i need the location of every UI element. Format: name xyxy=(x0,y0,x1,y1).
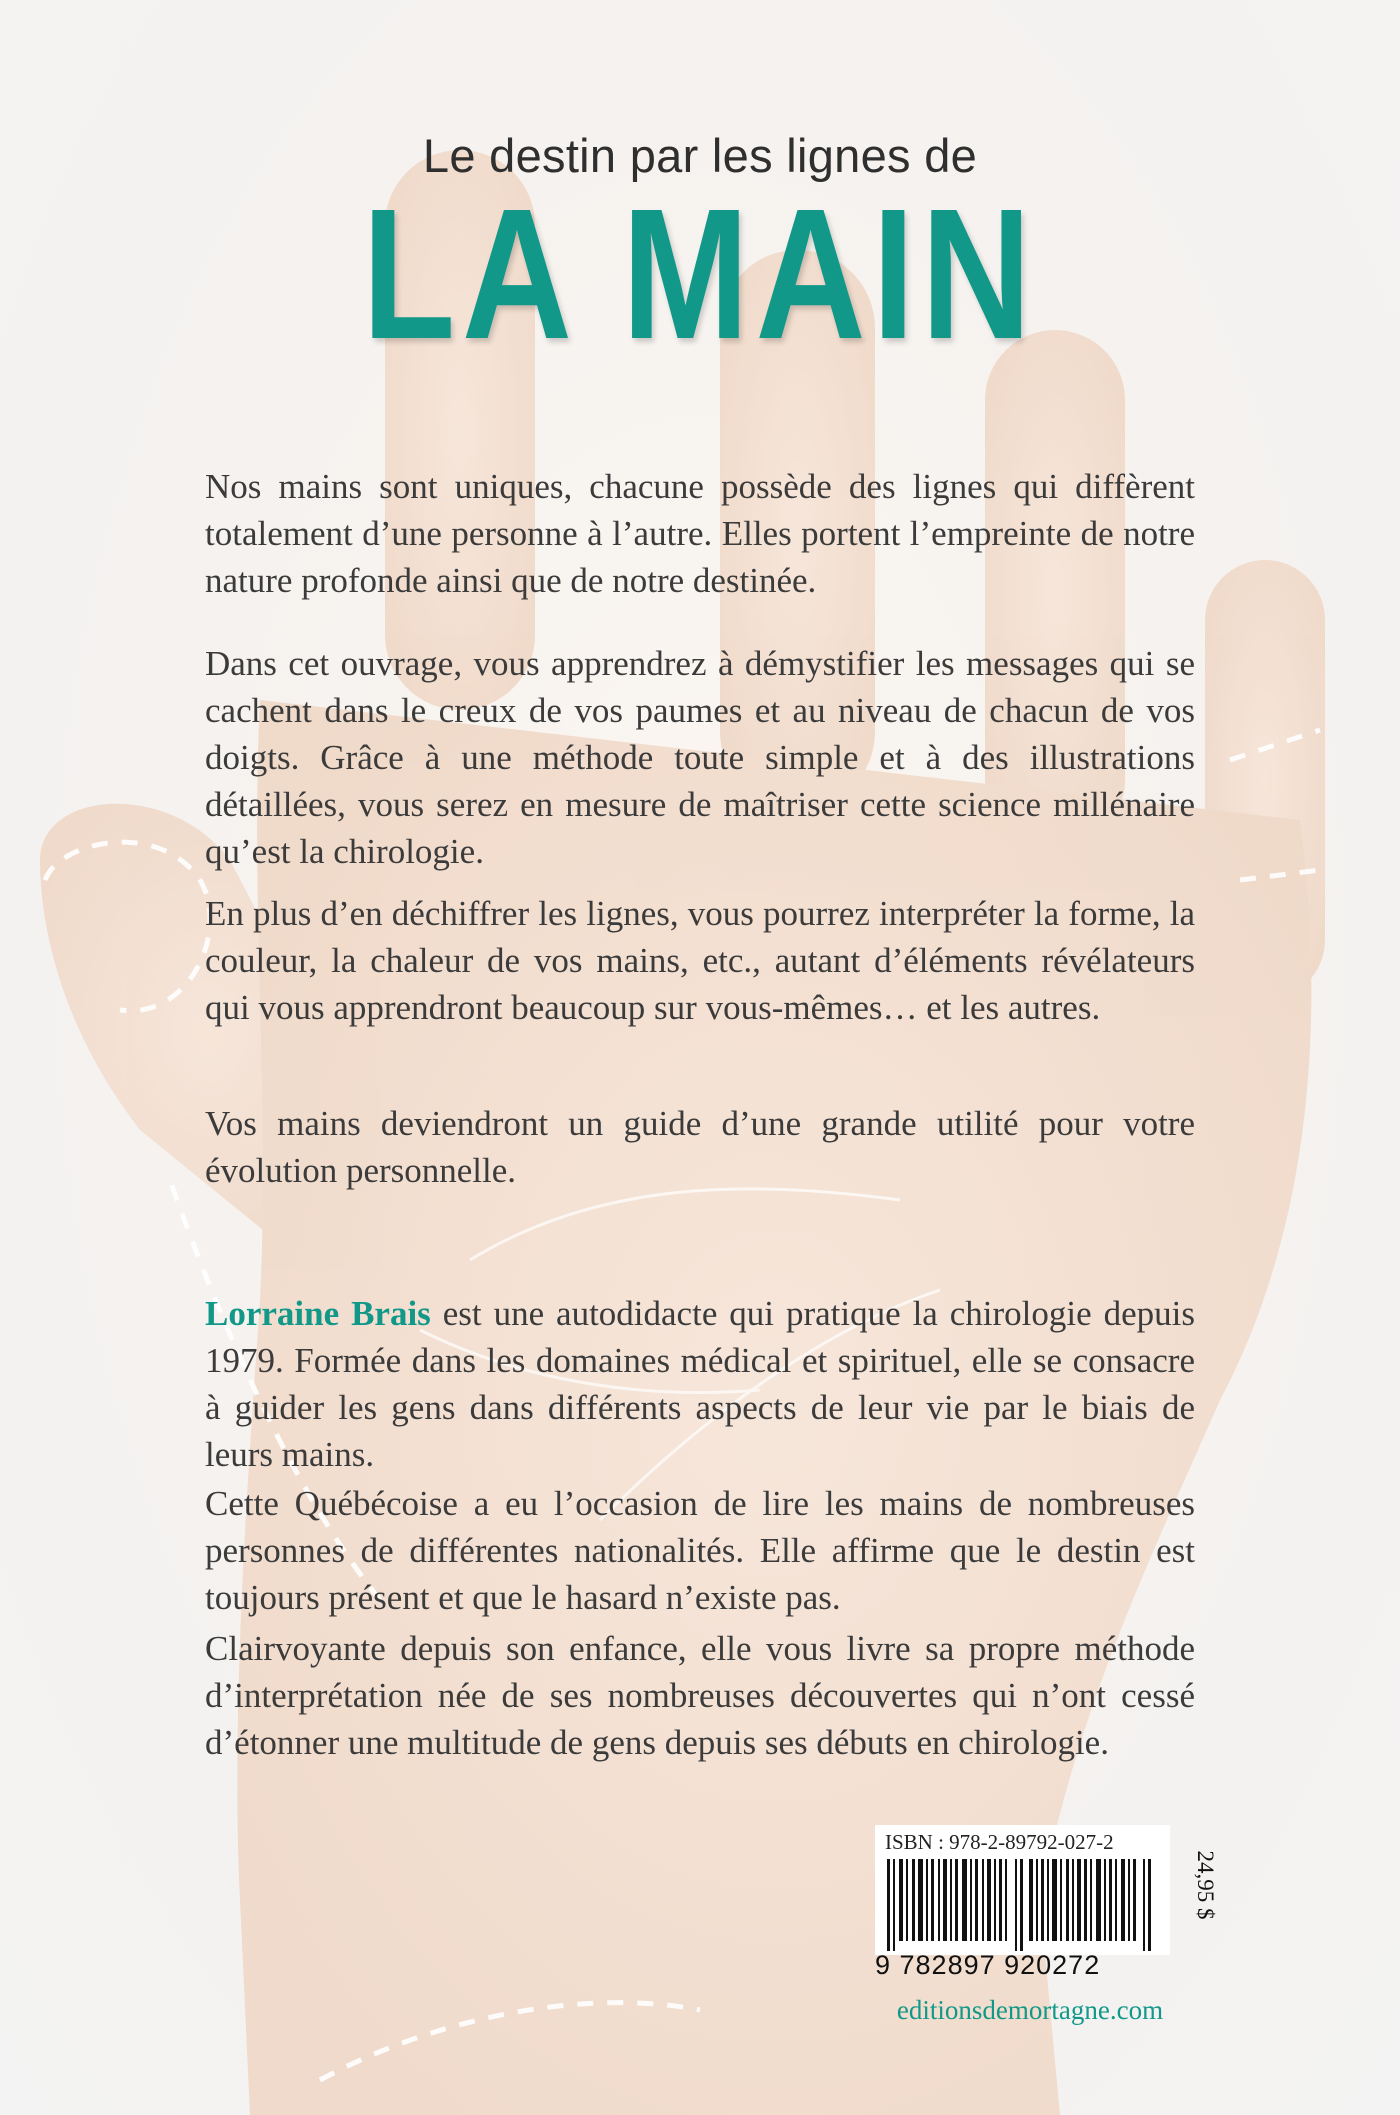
author-paragraph-3: Clairvoyante depuis son enfance, elle vous livre sa propre méthode d’interprétation née de ses nombreuses découvertes qui n’ont cessé d’étonner une multitude de gens depuis ses débuts en chirologie. xyxy=(205,1629,1195,1762)
title-main: LA MAIN xyxy=(362,171,1038,378)
title-line-1: Le destin par les lignes de xyxy=(422,129,978,182)
barcode xyxy=(883,1859,1163,1951)
description-paragraph-1: Nos mains sont uniques, chacune possède des lignes qui diffèrent totalement d’une personne à l’autre. Elles portent l’empreinte de notre nature profonde ainsi que de notre destinée. xyxy=(205,467,1195,600)
description-paragraph-4: Vos mains deviendront un guide d’une grande utilité pour votre évolution personnelle. xyxy=(205,1104,1195,1190)
isbn-text: ISBN : 978-2-89792-027-2 xyxy=(885,1830,1114,1854)
author-paragraph-1 xyxy=(205,1290,1195,1478)
publisher-website[interactable]: editionsdemortagne.com xyxy=(896,1995,1164,2025)
author-paragraph-2: Cette Québécoise a eu l’occasion de lire les mains de nombreuses personnes de différentes nationalités. Elle affirme que le destin est toujours présent et que le hasard n’existe pas. xyxy=(205,1484,1195,1617)
isbn-box xyxy=(875,1825,1170,1980)
price-label: 24,95 $ xyxy=(1193,1850,1218,1920)
author-name: Lorraine Brais xyxy=(205,1294,431,1333)
barcode-digits: 9 782897 920272 xyxy=(875,1950,1101,1980)
author-bio-text: est une autodidacte qui pratique la chirologie depuis 1979. Formée dans les domaines médical et spirituel, elle se consacre à guider les gens dans différents aspects de leur vie par le biais de leurs mains. xyxy=(205,1294,1195,1474)
description-paragraph-2: Dans cet ouvrage, vous apprendrez à démystifier les messages qui se cachent dans le creux de vos paumes et au niveau de chacun de vos doigts. Grâce à une méthode toute simple et à des illustrations détaillées, vous serez en mesure de maîtriser cette science millénaire qu’est la chirologie. xyxy=(205,644,1195,871)
description-paragraph-3: En plus d’en déchiffrer les lignes, vous pourrez interpréter la forme, la couleur, la chaleur de vos mains, etc., autant d’éléments révélateurs qui vous apprendront beaucoup sur vous-mêmes… et les autres. xyxy=(205,894,1195,1027)
